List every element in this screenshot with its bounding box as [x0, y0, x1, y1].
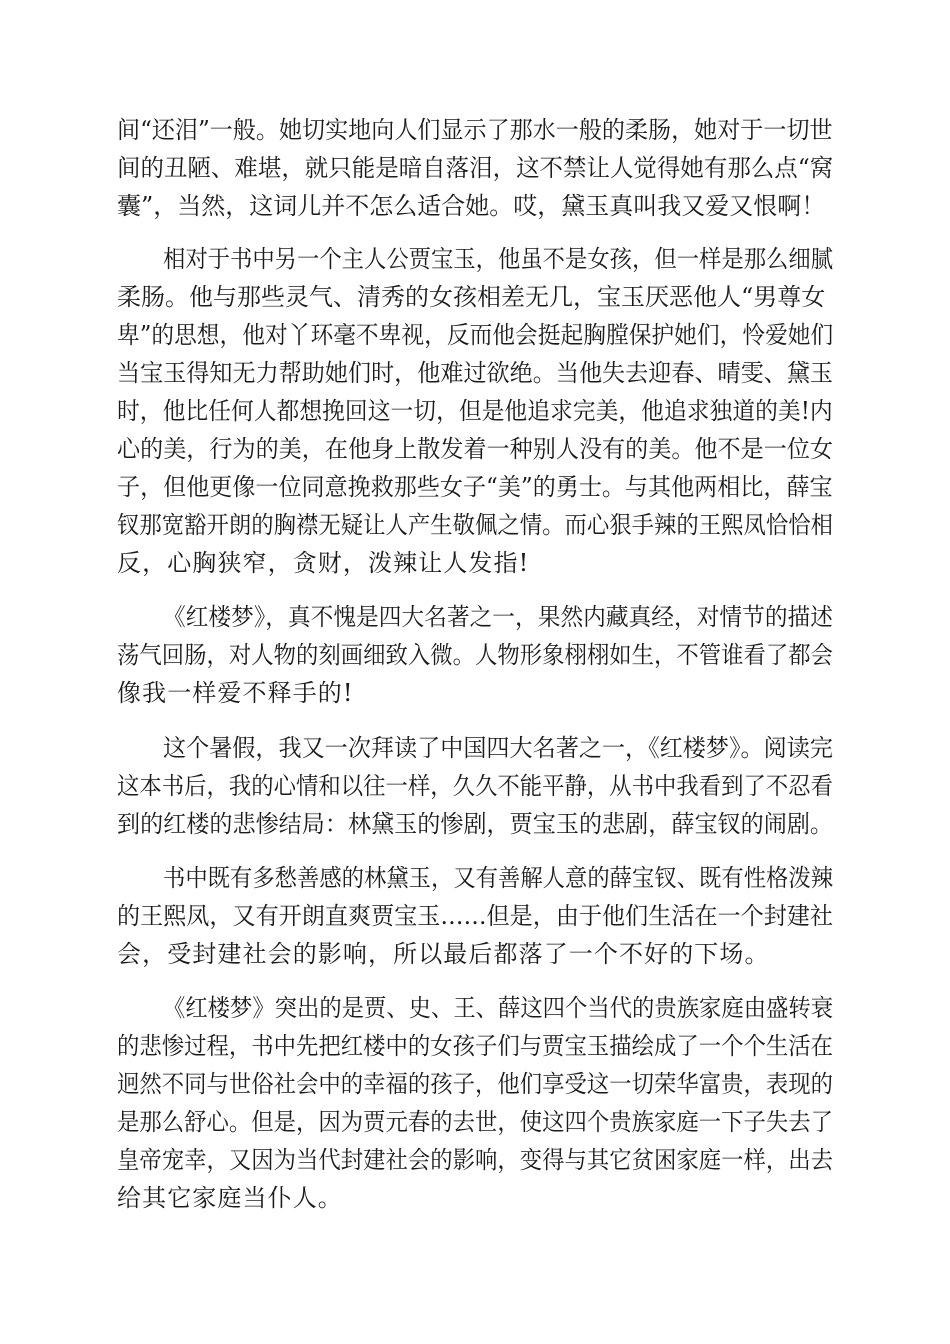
text-line: 会，受封建社会的影响，所以最后都落了一个不好的下场。 — [117, 940, 770, 968]
text-line: 囊”，当然，这词儿并不怎么适合她。哎，黛玉真叫我又爱又恨啊！ — [117, 192, 826, 220]
text-line: 卑”的思想，他对丫环毫不卑视，反而他会挺起胸膛保护她们，怜爱她们 — [117, 321, 834, 349]
text-line: 迥然不同与世俗社会中的幸福的孩子，他们享受这一切荣华富贵，表现的 — [117, 1070, 834, 1098]
text-line: 荡气回肠，对人物的刻画细致入微。人物形象栩栩如生，不管谁看了都会 — [117, 641, 834, 669]
text-line: 时，他比任何人都想挽回这一切，但是他追求完美，他追求独道的美!内 — [117, 397, 833, 425]
text-line: 柔肠。他与那些灵气、清秀的女孩相差无几，宝玉厌恶他人“男尊女 — [117, 283, 826, 311]
text-line: 是那么舒心。但是，因为贾元春的去世，使这四个贵族家庭一下子失去了 — [117, 1108, 834, 1136]
text-line: 间“还泪”一般。她切实地向人们显示了那水一般的柔肠，她对于一切世 — [117, 116, 833, 144]
text-line: 皇帝宠幸，又因为当代封建社会的影响，变得与其它贫困家庭一样，出去 — [117, 1146, 834, 1174]
text-line: 给其它家庭当仆人。 — [117, 1184, 343, 1212]
text-line: 子，但他更像一位同意挽救那些女子“美”的勇士。与其他两相比，薛宝 — [117, 473, 833, 501]
text-line: 这个暑假，我又一次拜读了中国四大名著之一，《红楼梦》。阅读完 — [163, 734, 833, 762]
text-line: 钗那宽豁开朗的胸襟无疑让人产生敬佩之情。而心狠手辣的王熙凤恰恰相 — [117, 511, 834, 539]
text-line: 像我一样爱不释手的! — [117, 679, 354, 707]
text-line: 的王熙凤，又有开朗直爽贾宝玉……但是，由于他们生活在一个封建社 — [117, 902, 834, 930]
text-line: 反，心胸狭窄，贪财，泼辣让人发指! — [117, 549, 530, 577]
text-line: 到的红楼的悲惨结局：林黛玉的惨剧，贾宝玉的悲剧，薛宝钗的闹剧。 — [117, 810, 834, 838]
text-line: 这本书后，我的心情和以往一样，久久不能平静，从书中我看到了不忍看 — [117, 772, 834, 800]
text-line: 《红楼梦》突出的是贾、史、王、薛这四个当代的贵族家庭由盛转衰 — [163, 994, 834, 1022]
text-line: 相对于书中另一个主人公贾宝玉，他虽不是女孩，但一样是那么细腻 — [163, 245, 834, 273]
text-line: 《红楼梦》，真不愧是四大名著之一，果然内藏真经，对情节的描述 — [163, 603, 833, 631]
text-line: 间的丑陋、难堪，就只能是暗自落泪，这不禁让人觉得她有那么点“窝 — [117, 154, 834, 182]
text-line: 书中既有多愁善感的林黛玉，又有善解人意的薛宝钗、既有性格泼辣 — [163, 864, 834, 892]
text-line: 当宝玉得知无力帮助她们时，他难过欲绝。当他失去迎春、晴雯、黛玉 — [117, 359, 834, 387]
text-line: 的悲惨过程，书中先把红楼中的女孩子们与贾宝玉描绘成了一个个生活在 — [117, 1032, 834, 1060]
text-line: 心的美，行为的美，在他身上散发着一种别人没有的美。他不是一位女 — [117, 435, 834, 463]
